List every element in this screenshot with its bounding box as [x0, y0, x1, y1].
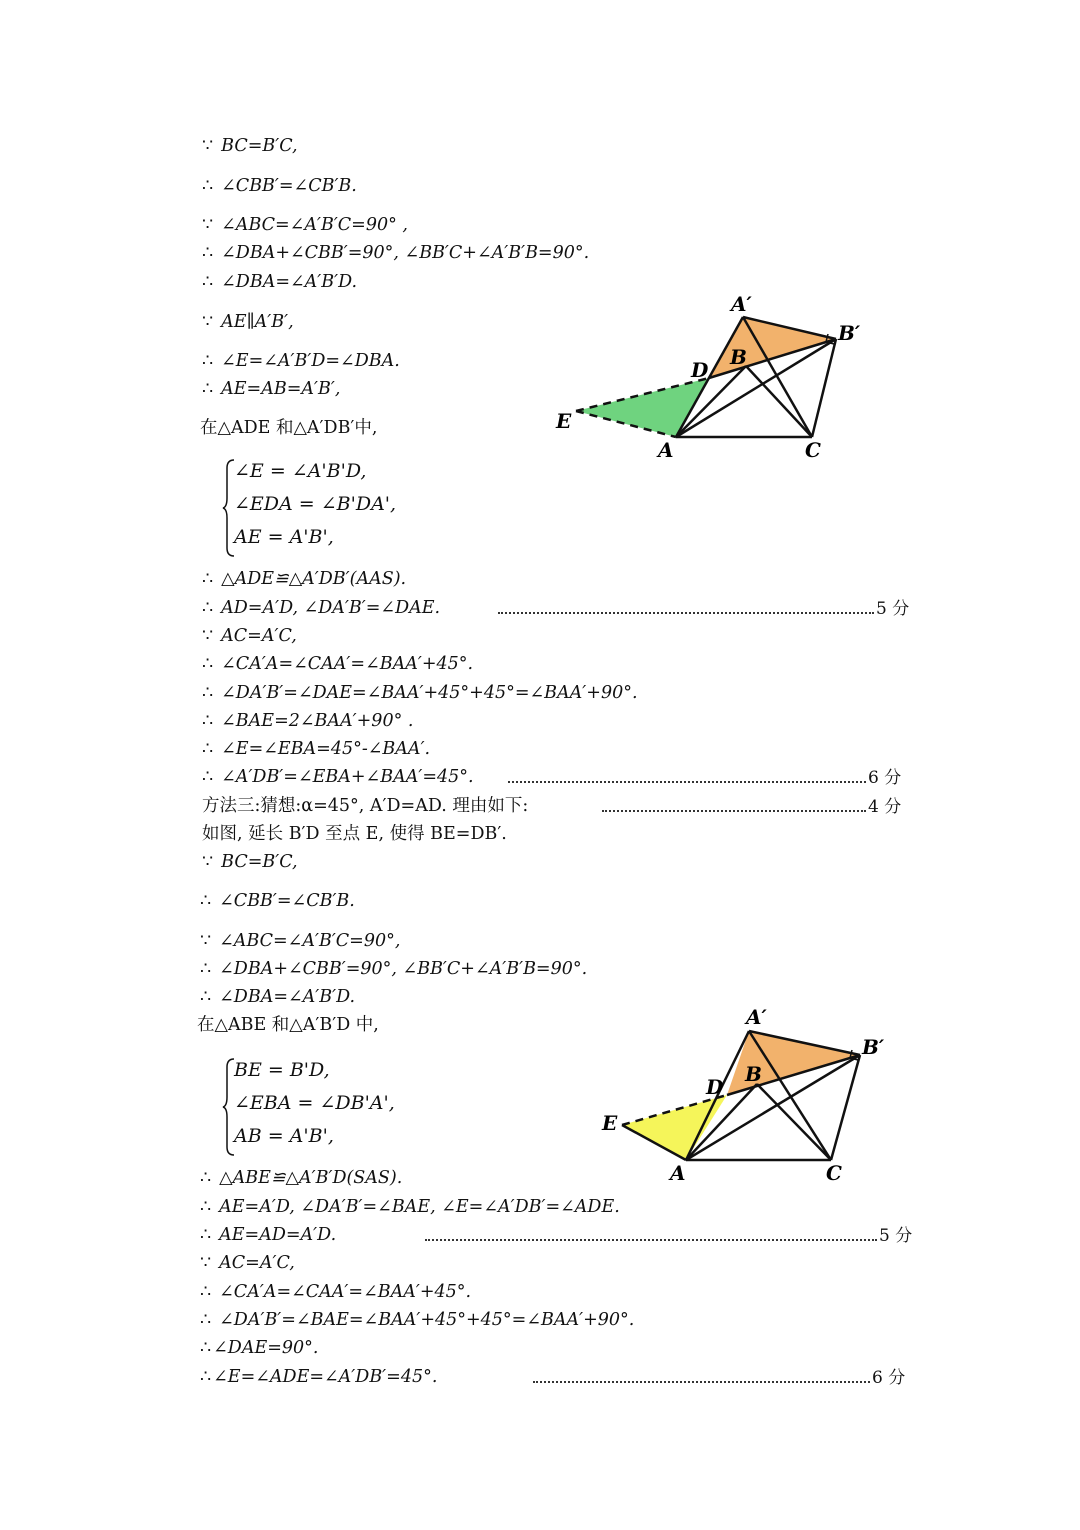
- system-eq: AB = A'B',: [234, 1125, 334, 1147]
- label-b-prime: B′: [862, 1035, 885, 1059]
- label-a: A: [670, 1161, 686, 1185]
- triangle-abe-fill: [622, 1095, 727, 1160]
- proof-line: ∴ ∠CBB′=∠CB′B.: [202, 176, 357, 196]
- system-eq: AE = A'B',: [234, 526, 334, 548]
- proof-line: ∴ △ABE≌△A′B′D(SAS).: [200, 1168, 403, 1188]
- score-leader: [425, 1239, 877, 1241]
- label-d: D: [691, 358, 709, 382]
- proof-line: 方法三:猜想:α=45°, A′D=AD. 理由如下:: [202, 796, 529, 816]
- proof-line: ∴ ∠E=∠ADE=∠A′DB′=45°.: [200, 1367, 438, 1387]
- proof-line: ∴ △ADE≌△A′DB′(AAS).: [202, 569, 407, 589]
- proof-line: ∴ AE=A′D, ∠DA′B′=∠BAE, ∠E=∠A′DB′=∠ADE.: [200, 1197, 620, 1217]
- score-leader: [533, 1381, 870, 1383]
- label-b: B: [730, 345, 747, 369]
- proof-line: ∴ ∠BAE=2∠BAA′+90° .: [202, 711, 414, 731]
- score-label: 6 分: [868, 768, 902, 788]
- proof-line: ∵ AC=A′C,: [202, 626, 297, 646]
- label-b-prime: B′: [838, 321, 861, 345]
- proof-line: ∴ ∠DBA+∠CBB′=90°, ∠BB′C+∠A′B′B=90°.: [202, 243, 590, 263]
- score-label: 5 分: [879, 1226, 913, 1246]
- proof-line: ∵ ∠ABC=∠A′B′C=90°,: [200, 931, 401, 951]
- proof-line: ∴ ∠DBA=∠A′B′D.: [200, 987, 356, 1007]
- proof-line: ∴ AD=A′D, ∠DA′B′=∠DAE.: [202, 598, 441, 618]
- proof-line: ∴ ∠E=∠EBA=45°-∠BAA′.: [202, 739, 431, 759]
- proof-line: ∵ BC=B′C,: [202, 852, 298, 872]
- proof-line: ∵ AE∥A′B′,: [202, 312, 294, 332]
- label-e: E: [556, 409, 572, 433]
- proof-line: ∴ ∠E=∠A′B′D=∠DBA.: [202, 351, 400, 371]
- system-eq: BE = B'D,: [234, 1059, 330, 1081]
- proof-line: ∴ ∠CA′A=∠CAA′=∠BAA′+45°.: [200, 1282, 472, 1302]
- geometry-figure-1: [548, 288, 878, 468]
- label-c: C: [805, 438, 821, 462]
- system-eq: ∠EBA = ∠DB'A',: [234, 1092, 395, 1114]
- proof-line: ∴ ∠DA′B′=∠BAE=∠BAA′+45°+45°=∠BAA′+90°.: [200, 1310, 635, 1330]
- proof-line: ∴ AE=AD=A′D.: [200, 1225, 337, 1245]
- score-label: 6 分: [872, 1368, 906, 1388]
- proof-line: ∴ ∠CA′A=∠CAA′=∠BAA′+45°.: [202, 654, 474, 674]
- label-d: D: [706, 1075, 724, 1099]
- label-a: A: [658, 438, 674, 462]
- score-leader: [602, 810, 866, 812]
- proof-line: ∵ ∠ABC=∠A′B′C=90° ,: [202, 215, 408, 235]
- system-eq: ∠EDA = ∠B'DA',: [234, 493, 397, 515]
- proof-line: 在△ADE 和△A′DB′中,: [200, 418, 378, 438]
- score-leader: [508, 781, 866, 783]
- label-b: B: [745, 1062, 762, 1086]
- label-c: C: [826, 1161, 842, 1185]
- label-e: E: [602, 1111, 618, 1135]
- proof-line: ∵ BC=B′C,: [202, 136, 298, 156]
- system-eq: ∠E = ∠A'B'D,: [234, 460, 367, 482]
- proof-line: ∴ AE=AB=A′B′,: [202, 379, 341, 399]
- proof-line: 如图, 延长 B′D 至点 E, 使得 BE=DB′.: [202, 824, 507, 844]
- score-leader: [498, 612, 874, 614]
- proof-line: ∴ ∠DAE=90°.: [200, 1338, 319, 1358]
- proof-line: ∵ AC=A′C,: [200, 1253, 295, 1273]
- geometry-figure-2: [595, 1003, 895, 1188]
- proof-line: ∴ ∠CBB′=∠CB′B.: [200, 891, 355, 911]
- proof-line: ∴ ∠A′DB′=∠EBA+∠BAA′=45°.: [202, 767, 474, 787]
- proof-line: ∴ ∠DA′B′=∠DAE=∠BAA′+45°+45°=∠BAA′+90°.: [202, 683, 638, 703]
- label-a-prime: A′: [731, 292, 752, 316]
- proof-line: ∴ ∠DBA+∠CBB′=90°, ∠BB′C+∠A′B′B=90°.: [200, 959, 588, 979]
- proof-line: ∴ ∠DBA=∠A′B′D.: [202, 272, 358, 292]
- score-label: 5 分: [876, 599, 910, 619]
- label-a-prime: A′: [746, 1005, 767, 1029]
- proof-line: 在△ABE 和△A′B′D 中,: [197, 1015, 379, 1035]
- score-label: 4 分: [868, 797, 902, 817]
- equation-system-2: [222, 1057, 422, 1157]
- equation-system-1: [222, 458, 422, 558]
